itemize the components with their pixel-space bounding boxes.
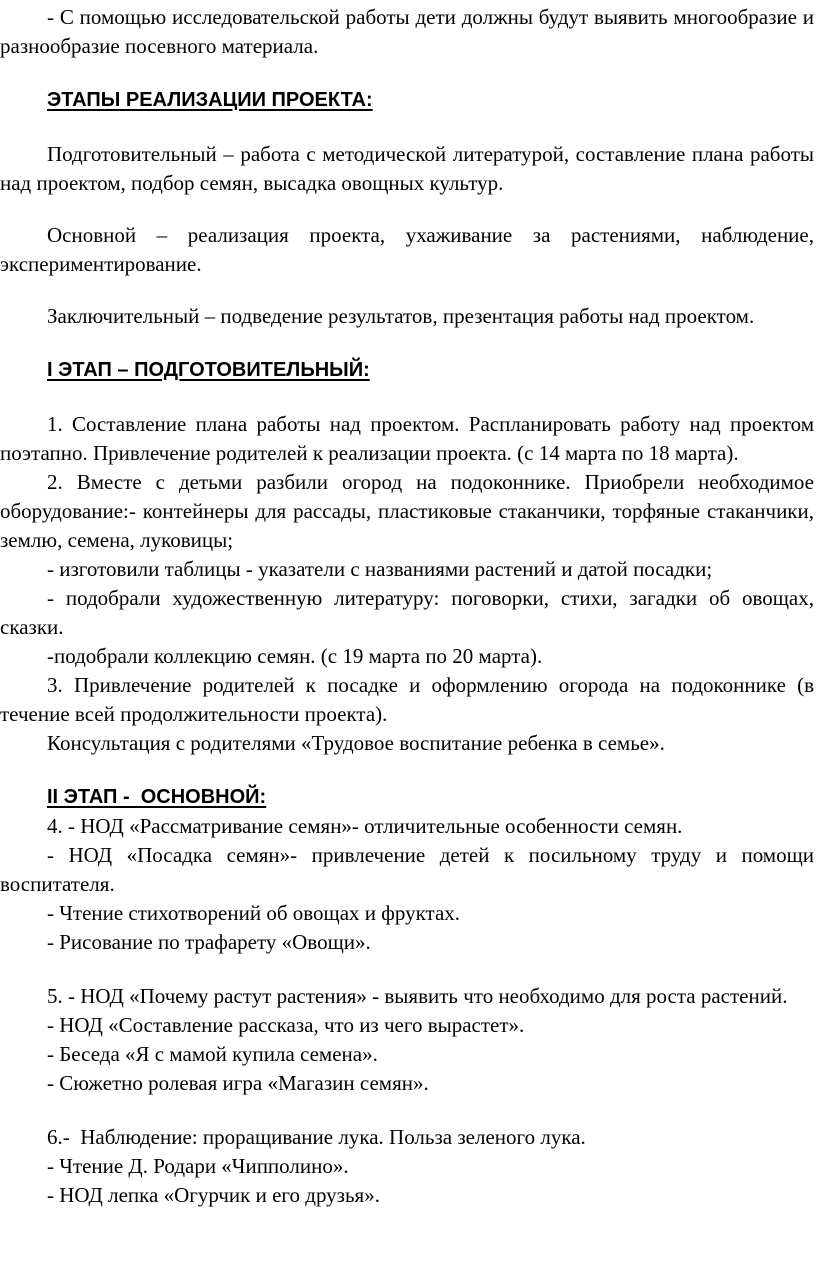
stage2-heading: II ЭТАП - ОСНОВНОЙ: xyxy=(47,786,267,808)
stage2-item: 4. - НОД «Рассматривание семян»- отличительные особенности семян. xyxy=(47,814,683,838)
stage2-item: - НОД лепка «Огурчик и его друзья». xyxy=(47,1183,380,1207)
stage1-heading: I ЭТАП – ПОДГОТОВИТЕЛЬНЫЙ: xyxy=(47,359,370,381)
intro-paragraph: - С помощью исследовательской работы дети должны будут выявить многообразие и разнообразие посевного материала. xyxy=(0,5,814,58)
stage1-item: -подобрали коллекцию семян. (с 19 марта по 20 марта). xyxy=(47,644,543,668)
stage1-item: 2. Вместе с детьми разбили огород на подоконнике. Приобрели необходимое оборудование:- контейнеры для рассады, пластиковые стаканчики, торфяные стаканчики, землю, семена, луковицы; xyxy=(0,470,814,552)
stage2-item: - Чтение стихотворений об овощах и фруктах. xyxy=(47,901,461,925)
stage2-item: - Чтение Д. Родари «Чипполино». xyxy=(47,1154,349,1178)
stage1-item: 3. Привлечение родителей к посадке и оформлению огорода на подоконнике (в течение всей продолжительности проекта). xyxy=(0,673,814,726)
stage-final-description: Заключительный – подведение результатов, презентация работы над проектом. xyxy=(47,304,755,328)
stage2-item: - Беседа «Я с мамой купила семена». xyxy=(47,1042,378,1066)
document-page xyxy=(0,3,814,1210)
stage2-item: - Рисование по трафарету «Овощи». xyxy=(47,930,371,954)
stage1-item: Консультация с родителями «Трудовое воспитание ребенка в семье». xyxy=(47,731,665,755)
stage1-item: - подобрали художественную литературу: поговорки, стихи, загадки об овощах, сказки. xyxy=(0,586,814,639)
stage2-item: 5. - НОД «Почему растут растения» - выявить что необходимо для роста растений. xyxy=(47,984,788,1008)
stage-main-description: Основной – реализация проекта, ухаживание за растениями, наблюдение, экспериментирование. xyxy=(0,223,814,276)
stage2-item: - НОД «Составление рассказа, что из чего вырастет». xyxy=(47,1013,525,1037)
stage1-item: 1. Составление плана работы над проектом. Распланировать работу над проектом поэтапно. Привлечение родителей к реализации проекта. (с 14 марта по 18 марта). xyxy=(0,412,814,465)
stages-heading: ЭТАПЫ РЕАЛИЗАЦИИ ПРОЕКТА: xyxy=(47,89,373,111)
stage2-item: - Сюжетно ролевая игра «Магазин семян». xyxy=(47,1071,429,1095)
stage-preparatory-description: Подготовительный – работа с методической литературой, составление плана работы над проектом, подбор семян, высадка овощных культур. xyxy=(0,142,814,195)
stage2-item: 6.- Наблюдение: проращивание лука. Польза зеленого лука. xyxy=(47,1125,586,1149)
stage1-item: - изготовили таблицы - указатели с названиями растений и датой посадки; xyxy=(47,557,713,581)
stage2-item: - НОД «Посадка семян»- привлечение детей к посильному труду и помощи воспитателя. xyxy=(0,843,814,896)
